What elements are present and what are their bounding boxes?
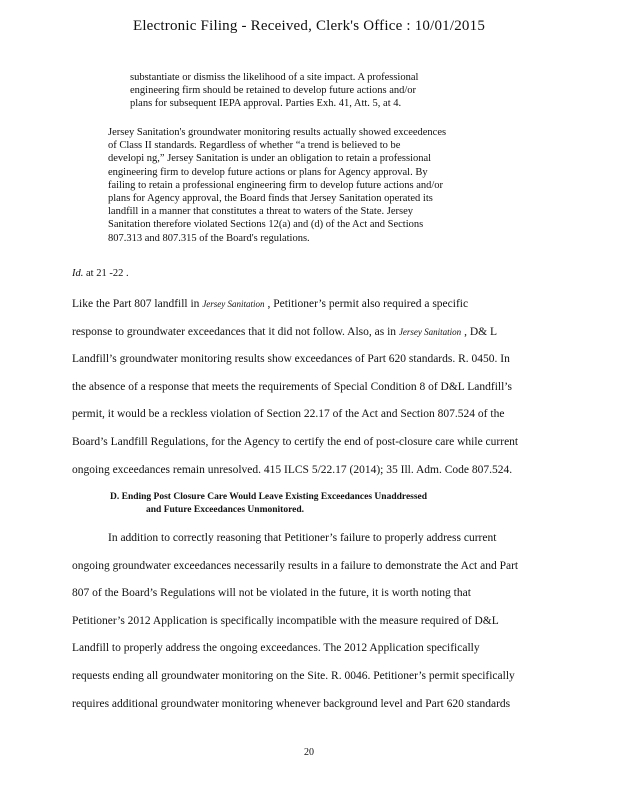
body-line: Landfill’s groundwater monitoring results show exceedances of Part 620 standards. R. 0450. In — [72, 353, 510, 366]
quote-line: substantiate or dismiss the likelihood of a site impact. A professional — [130, 72, 419, 83]
quote-line: engineering firm to develop future actions or plans for Agency approval. By — [108, 166, 428, 178]
body-line: Board’s Landfill Regulations, for the Agency to certify the end of post-closure care while current — [72, 435, 519, 448]
block-quote-1 — [130, 71, 490, 111]
heading-line-2: and Future Exceedances Unmonitored. — [146, 505, 304, 515]
body-line: requires additional groundwater monitoring whenever background level and Part 620 standards — [72, 697, 511, 710]
filing-header: Electronic Filing - Received, Clerk's Office : 10/01/2015 — [132, 18, 486, 34]
body-line: requests ending all groundwater monitoring on the Site. R. 0046. Petitioner’s permit specifically — [72, 669, 515, 682]
body-line: 807 of the Board’s Regulations will not be violated in the future, it is worth noting that — [72, 587, 471, 600]
body-line: Landfill to properly address the ongoing exceedances. The 2012 Application specifically — [72, 642, 480, 655]
quote-line: landfill in a manner that constitutes a threat to waters of the State. Jersey — [108, 206, 413, 218]
body-line: the absence of a response that meets the requirements of Special Condition 8 of D&L Landfill’s — [72, 380, 512, 393]
quote-line: Sanitation therefore violated Sections 12(a) and (d) of the Act and Sections — [108, 219, 424, 231]
quote-line: failing to retain a professional engineering firm to develop future actions and/or — [108, 179, 444, 191]
quote-line: 807.313 and 807.315 of the Board's regulations. — [108, 232, 310, 244]
citation-pages: at 21 -22 . — [83, 268, 129, 279]
block-quote-2 — [108, 126, 513, 245]
body-line: Petitioner’s 2012 Application is specifically incompatible with the measure required of D&L — [72, 614, 499, 627]
citation — [72, 268, 129, 279]
page-number: 20 — [304, 747, 314, 758]
body-line: response to groundwater exceedances that it did not follow. Also, as in Jersey Sanitation , D& L — [72, 325, 497, 338]
citation-id: Id. — [72, 268, 84, 279]
quote-line: of Class II standards. Regardless of whether “a trend is believed to be — [108, 140, 401, 152]
body-line: Like the Part 807 landfill in Jersey Sanitation , Petitioner’s permit also required a specific — [72, 298, 469, 310]
body-line: permit, it would be a reckless violation of Section 22.17 of the Act and Section 807.524 of the — [72, 408, 505, 421]
quote-line: plans for subsequent IEPA approval. Parties Exh. 41, Att. 5, at 4. — [130, 98, 402, 110]
quote-line: developi ng,” Jersey Sanitation is under an obligation to retain a professional — [108, 153, 432, 165]
body-line: ongoing exceedances remain unresolved. 415 ILCS 5/22.17 (2014); 35 Ill. Adm. Code 807.524. — [72, 463, 513, 476]
paragraph-1 — [72, 291, 544, 484]
body-line: ongoing groundwater exceedances necessarily results in a failure to demonstrate the Act and Part — [72, 559, 519, 572]
section-heading — [110, 491, 510, 517]
quote-line: engineering firm should be retained to develop future actions and/or — [130, 85, 417, 97]
paragraph-2 — [72, 525, 544, 718]
heading-line-1: D. Ending Post Closure Care Would Leave Existing Exceedances Unaddressed — [110, 492, 428, 502]
body-line: In addition to correctly reasoning that Petitioner’s failure to properly address current — [108, 532, 497, 544]
quote-line: Jersey Sanitation's groundwater monitoring results actually showed exceedences — [108, 127, 447, 138]
quote-line: plans for Agency approval, the Board finds that Jersey Sanitation operated its — [108, 193, 433, 205]
